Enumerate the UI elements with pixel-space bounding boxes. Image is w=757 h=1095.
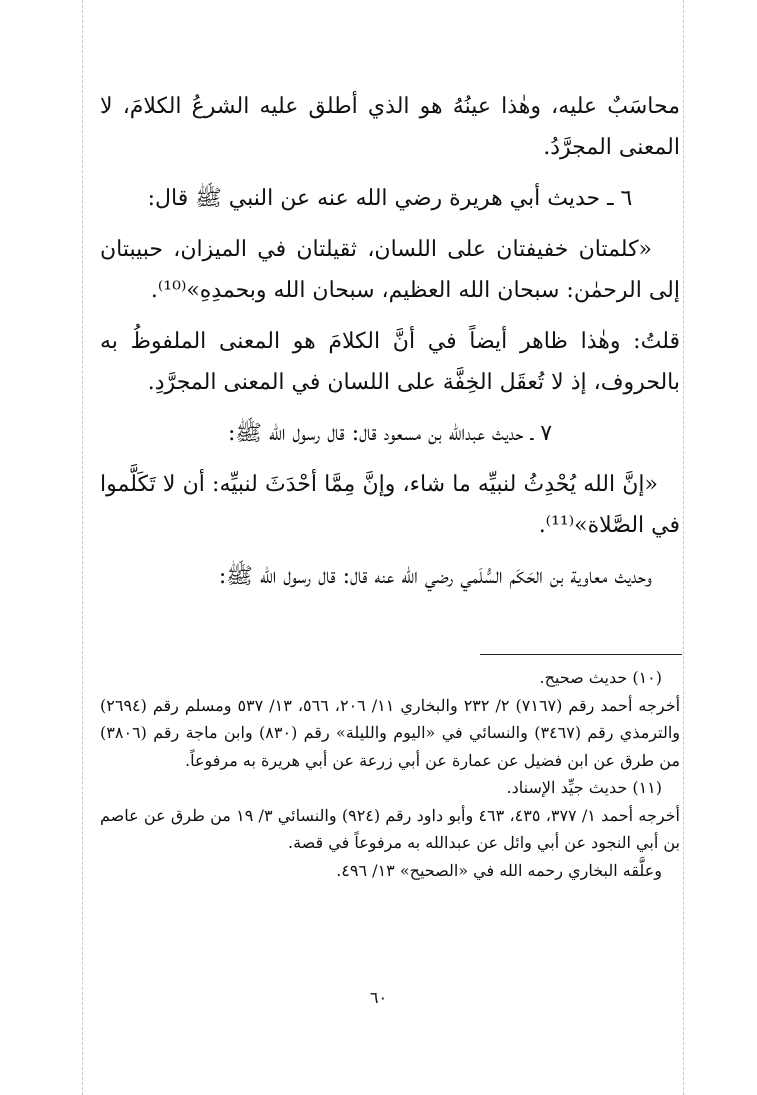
main-text <box>100 86 680 607</box>
footnote-11-extra: وعلَّقه البخاري رحمه الله في «الصحيح» ١٣/ ٤٩٦. <box>336 860 662 880</box>
footnote-10-text: أخرجه أحمد رقم (٧١٦٧) ٢/ ٢٣٢ والبخاري ١١/ ٢٠٦، ٥٦٦، ١٣/ ٥٣٧ ومسلم رقم (٢٦٩٤) والترمذي رقم (٣٤٦٧) والنسائي في «اليوم والليلة» رقم (٨٣٠) وابن ماجة رقم (٣٨٠٦) من طرق عن ابن فضيل عن عمارة عن أبي زرعة عن أبي هريرة به مرفوعاً. <box>100 695 681 770</box>
page-number: ٦٠ <box>369 988 388 1007</box>
hadith-6-text: «كلمتان خفيفتان على اللسان، ثقيلتان في الميزان، حبيبتان إلى الرحمٰن: سبحان الله العظيم، سبحان الله وبحمدِهِ»⁽¹⁰⁾. <box>100 237 680 303</box>
author-comment: قلتُ: وهٰذا ظاهر أيضاً في أنَّ الكلامَ هو المعنى الملفوظُ به بالحروف، إذ لا تُعقَل الخِفَّة على اللسان في المعنى المجرَّدِ. <box>100 329 680 395</box>
footnote-11-title: (١١) حديث جيِّد الإسناد. <box>506 778 662 797</box>
hadith-7-text: «إنَّ الله يُحْدِثُ لنبيِّه ما شاء، وإنَّ مِمَّا أحْدَثَ لنبيِّه: أن لا تَكَلَّموا في الصَّلاة»⁽¹¹⁾. <box>100 472 680 538</box>
footnote-10-title: (١٠) حديث صحيح. <box>539 668 662 687</box>
muawiya-hadith-intro: وحديث معاوية بن الحَكَم السُّلَمي رضي الله عنه قال: قال رسول الله ﷺ: <box>218 564 652 589</box>
footnote-separator <box>480 654 682 655</box>
hadith-7-heading: ٧ ـ حديث عبدالله بن مسعود قال: قال رسول الله ﷺ: <box>227 421 553 446</box>
right-margin-dotted-line <box>683 0 684 1095</box>
left-margin-dotted-line <box>82 0 83 1095</box>
footnote-11-text: أخرجه أحمد ١/ ٣٧٧، ٤٣٥، ٤٦٣ وأبو داود رقم (٩٢٤) والنسائي ٣/ ١٩ من طرق عن عاصم بن أبي النجود عن أبي وائل عن عبدالله به مرفوعاً في قصة. <box>100 805 680 852</box>
paragraph-continuation: محاسَبٌ عليه، وهٰذا عينُهُ هو الذي أطلق عليه الشرعُ الكلامَ، لا المعنى المجرَّدُ. <box>100 94 680 160</box>
hadith-6-heading: ٦ ـ حديث أبي هريرة رضي الله عنه عن النبي ﷺ قال: <box>147 186 633 211</box>
footnotes <box>100 664 680 884</box>
